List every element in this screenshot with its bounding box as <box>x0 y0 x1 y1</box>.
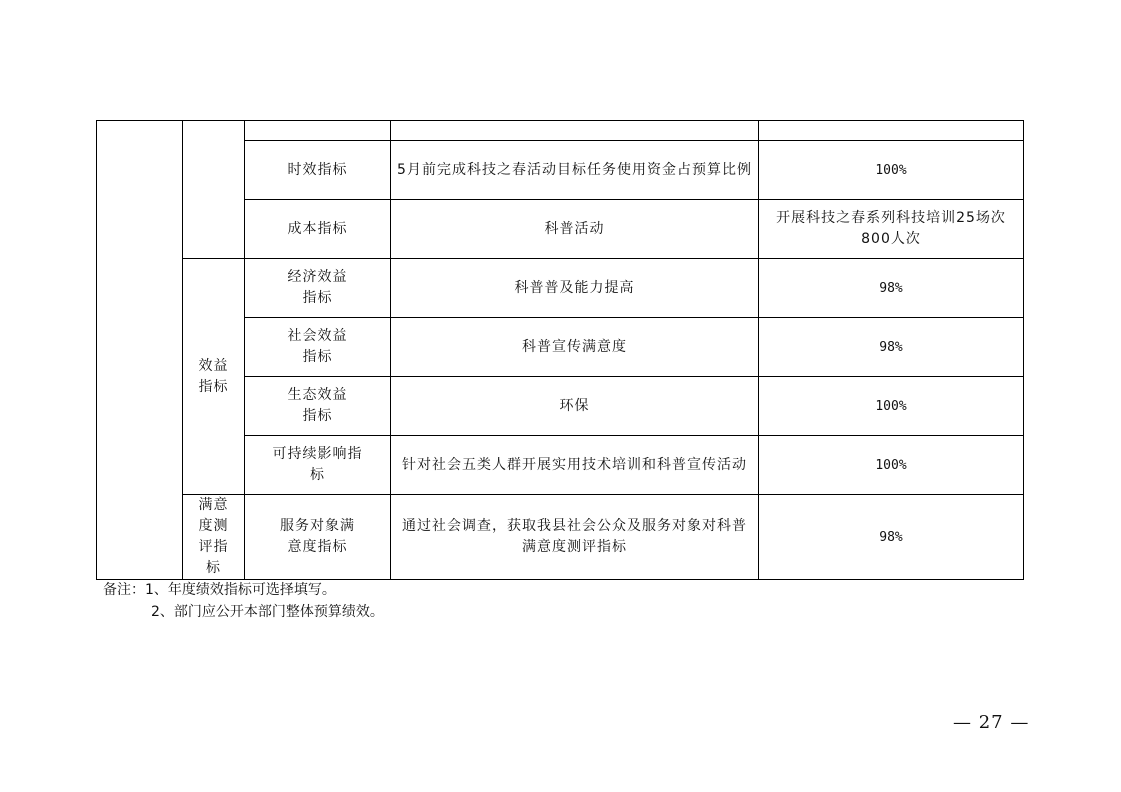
table-row <box>97 259 1024 318</box>
indicator-content: 科普普及能力提高 <box>391 259 759 318</box>
indicator-value: 98% <box>759 259 1024 318</box>
indicator-name: 时效指标 <box>245 141 391 200</box>
indicator-value: 100% <box>759 377 1024 436</box>
indicator-content: 针对社会五类人群开展实用技术培训和科普宣传活动 <box>391 436 759 495</box>
page-number: — 27 — <box>953 712 1030 733</box>
indicator-value: 开展科技之春系列科技培训25场次800人次 <box>759 200 1024 259</box>
output-category-cell <box>183 121 245 259</box>
notes <box>103 579 384 623</box>
indicator-name: 可持续影响指标 <box>245 436 391 495</box>
indicator-value: 98% <box>759 495 1024 580</box>
indicator-name: 服务对象满意度指标 <box>245 495 391 580</box>
performance-table <box>96 120 1024 580</box>
indicator-name: 社会效益指标 <box>245 318 391 377</box>
table-row <box>97 495 1024 580</box>
first-level-cell <box>97 121 183 580</box>
satisfaction-category: 满意度测评指标 <box>183 495 245 580</box>
indicator-content: 5月前完成科技之春活动目标任务使用资金占预算比例 <box>391 141 759 200</box>
indicator-content: 科普活动 <box>391 200 759 259</box>
indicator-name: 成本指标 <box>245 200 391 259</box>
empty-cell <box>245 121 391 141</box>
empty-cell <box>391 121 759 141</box>
indicator-value: 100% <box>759 141 1024 200</box>
indicator-name: 经济效益指标 <box>245 259 391 318</box>
empty-cell <box>759 121 1024 141</box>
table-row <box>97 121 1024 141</box>
indicator-content: 环保 <box>391 377 759 436</box>
indicator-value: 98% <box>759 318 1024 377</box>
note-line-1: 备注：1、年度绩效指标可选择填写。 <box>103 582 336 598</box>
note-line-2: 2、部门应公开本部门整体预算绩效。 <box>151 604 384 620</box>
benefit-category: 效益指标 <box>183 259 245 495</box>
indicator-content: 通过社会调查，获取我县社会公众及服务对象对科普满意度测评指标 <box>391 495 759 580</box>
indicator-content: 科普宣传满意度 <box>391 318 759 377</box>
indicator-name: 生态效益指标 <box>245 377 391 436</box>
indicator-value: 100% <box>759 436 1024 495</box>
